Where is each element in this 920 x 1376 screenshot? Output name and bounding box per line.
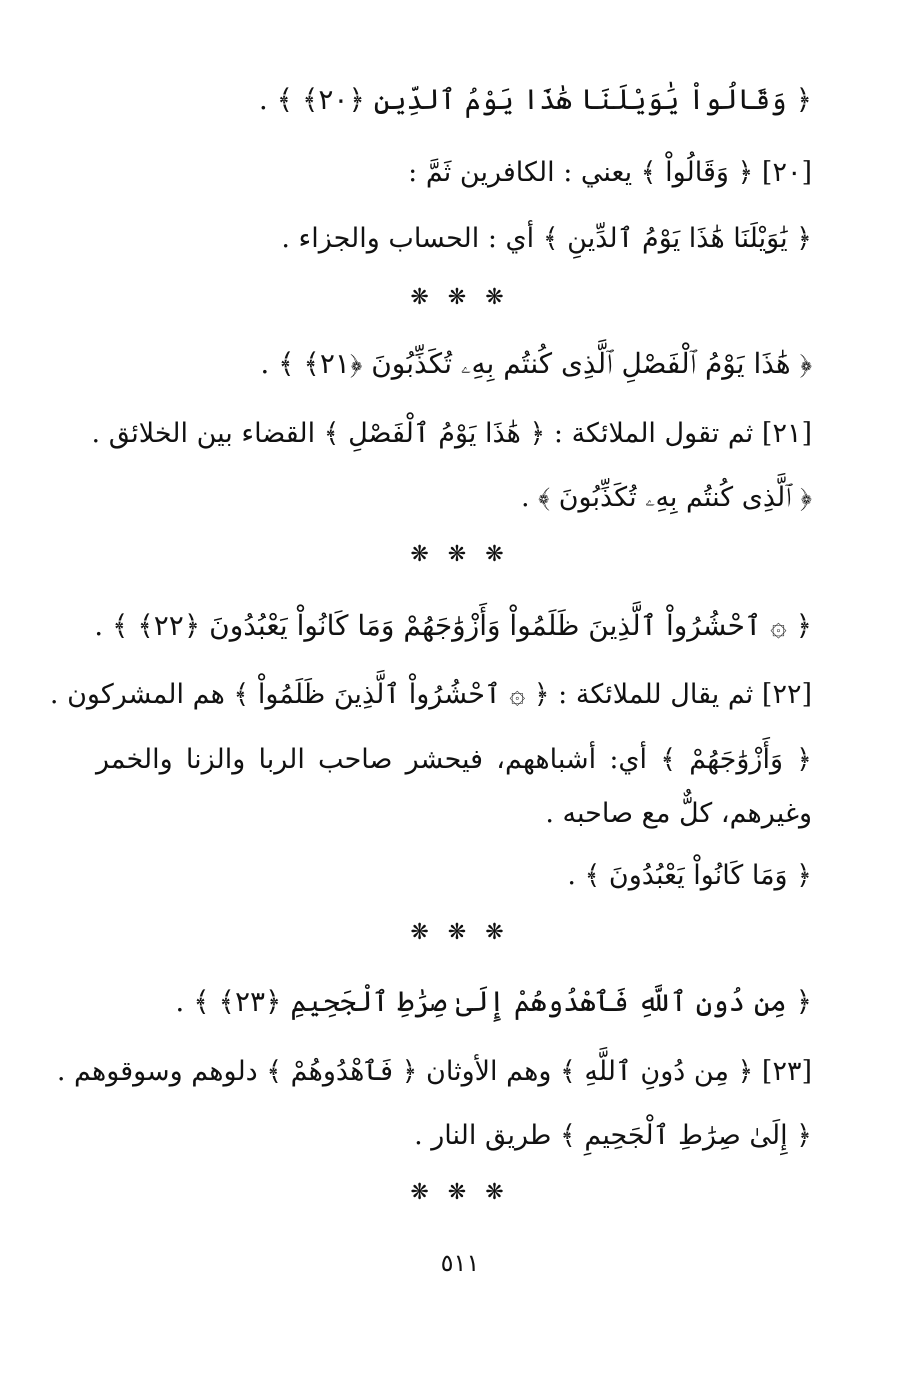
commentary-22-line-3: وغيرهم، كلٌّ مع صاحبه .	[545, 798, 812, 829]
verse-22: ﴿ ۞ ٱحْشُرُواْ ٱلَّذِينَ ظَلَمُواْ وَأَزْوَٰجَهُمْ وَمَا كَانُواْ يَعْبُدُونَ ﴿٢٢﴾ ﴾ .	[94, 609, 812, 642]
section-separator-2: ❋ ❋ ❋	[410, 542, 510, 567]
commentary-20-line-2: ﴿ يَٰوَيْلَنَا هَٰذَا يَوْمُ ٱلدِّينِ ﴾ أي : الحساب والجزاء .	[281, 223, 812, 254]
section-separator-1: ❋ ❋ ❋	[410, 285, 510, 310]
verse-21: ﴿ هَٰذَا يَوْمُ ٱلْفَصْلِ ٱلَّذِى كُنتُم بِهِۦ تُكَذِّبُونَ ﴿٢١﴾ ﴾ .	[260, 347, 812, 380]
commentary-21-line-2: ﴿ ٱلَّذِى كُنتُم بِهِۦ تُكَذِّبُونَ ﴾ .	[521, 482, 812, 513]
commentary-20-line-1: [٢٠] ﴿ وَقَالُواْ ﴾ يعني : الكافرين ثَمَّ :	[408, 157, 812, 188]
commentary-23-line-1: [٢٣] ﴿ مِن دُونِ ٱللَّهِ ﴾ وهم الأوثان ﴿ فَٱهْدُوهُمْ ﴾ دلوهم وسوقوهم .	[56, 1056, 812, 1087]
page-number: ٥١١	[440, 1249, 480, 1277]
verse-23: ﴿ مِن دُونِ ٱللَّهِ فَٱهْدُوهُمْ إِلَىٰ صِرَٰطِ ٱلْجَحِيمِ ﴿٢٣﴾ ﴾ .	[175, 985, 812, 1018]
commentary-21-line-1: [٢١] ثم تقول الملائكة : ﴿ هَٰذَا يَوْمُ ٱلْفَصْلِ ﴾ القضاء بين الخلائق .	[91, 418, 812, 449]
section-separator-4: ❋ ❋ ❋	[410, 1180, 510, 1205]
verse-20: ﴿ وَقَالُواْ يَٰوَيْلَنَا هَٰذَا يَوْمُ ٱلدِّينِ ﴿٢٠﴾ ﴾ .	[258, 83, 812, 116]
commentary-22-line-2: ﴿ وَأَزْوَٰجَهُمْ ﴾ أي: أشباههم، فيحشر صاحب الربا والزنا والخمر	[96, 744, 812, 775]
commentary-22-line-4: ﴿ وَمَا كَانُواْ يَعْبُدُونَ ﴾ .	[567, 860, 812, 891]
commentary-23-line-2: ﴿ إِلَىٰ صِرَٰطِ ٱلْجَحِيمِ ﴾ طريق النار .	[414, 1120, 812, 1151]
section-separator-3: ❋ ❋ ❋	[410, 920, 510, 945]
commentary-22-line-1: [٢٢] ثم يقال للملائكة : ﴿ ۞ ٱحْشُرُواْ ٱلَّذِينَ ظَلَمُواْ ﴾ هم المشركون .	[49, 679, 812, 710]
